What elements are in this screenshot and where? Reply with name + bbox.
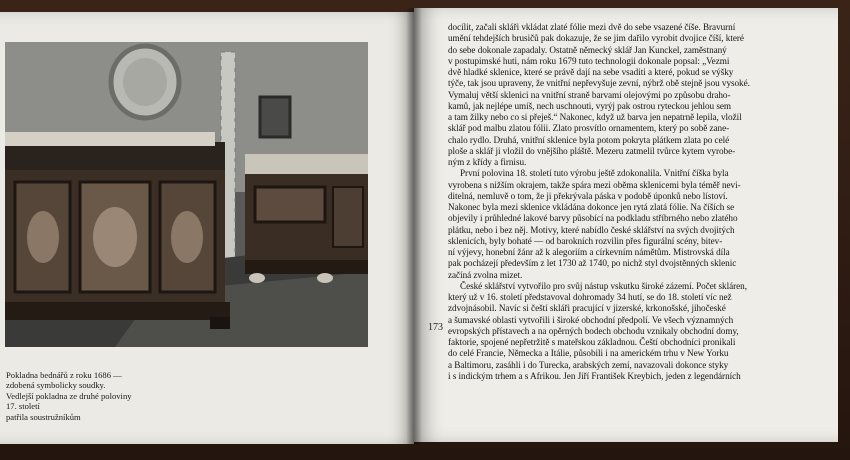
text-line: do sebe dokonale zapadaly. Ostatně německý sklář Jan Kunckel, zaměstnaný — [448, 44, 727, 55]
text-line: plátku, nebo i bez něj. Motivy, které nabídlo české sklářství na svých dvojitých — [448, 224, 735, 235]
text-line: pak pocházejí především z let 1730 až 1740, po nichž styl dvojstěnných sklenic — [448, 258, 737, 269]
body-text — [448, 22, 830, 382]
left-page — [0, 12, 414, 444]
caption-line: 17. století — [6, 401, 40, 412]
caption-line: patřila soustružníkům — [6, 411, 81, 422]
text-line: faktorie, spojené nepřetržitě s mateřskou základnou. Čeští obchodníci pronikali — [448, 337, 736, 347]
text-line: sklenicích, byly bohaté — od barokních rozvilin přes figurální scény, bitev- — [448, 235, 723, 246]
text-line: který už v 16. století představoval dohromady 34 hutí, se do 18. století víc než — [448, 292, 732, 302]
text-line: týče, tak jsou upraveny, že vnitřní nepřevyšuje zevní, nýbrž obě stejně jsou vysoké. — [448, 78, 750, 89]
text-line: do celé Francie, Německa a Itálie, působili i na americkém trhu v New Yorku — [448, 348, 729, 359]
text-line: Nakonec byla mezi sklenice vkládána dokonce jen rytá zlatá fólie. Na číších se — [448, 202, 735, 212]
text-line: v postupimské huti, nám roku 1679 tuto technologii dokonale popsal: „Vezmi — [448, 55, 730, 66]
text-line: a tam žilky nebo co si přeješ.“ Nakonec, když už barva jen nepatrně lepila, vložil — [448, 112, 742, 122]
text-line: České sklářství vytvořilo pro svůj nástup vskutku široké zázemí. Počet skláren, — [460, 280, 747, 291]
paragraph-3 — [448, 281, 830, 382]
page-number: 173 — [428, 322, 443, 333]
text-line: a šumavské oblasti vytvořili i široké obchodní předpolí. Ve všech významných — [448, 314, 734, 325]
text-line: sklář pod malbu zlatou fólii. Zlato prosvítlo ornamentem, který po sobě zane- — [448, 123, 730, 134]
text-line: vyrobena s nižším okrajem, takže spára mezi oběma sklenicemi byla téměř nevi- — [448, 179, 741, 190]
text-line: a Baltimoru, zasáhli i do Turecka, arabských zemí, navazovali dokonce styky — [448, 359, 729, 370]
text-line: zdvojnásobil. Navíc si čeští skláři pracující v jizerské, krkonošské, jihočeské — [448, 303, 726, 314]
text-line: začíná zvolna mizet. — [448, 269, 523, 280]
text-line: ploše a sklář ji vložil do vnějšího pláště. Mezeru zatmelil tvůrce kytem vyrobe- — [448, 145, 736, 156]
text-line: objevily i průhledné lakové barvy působící na podkladu stříbrného nebo zlatého — [448, 213, 738, 224]
text-line: docílit, začali skláři vkládat zlaté fólie mezi dvě do sebe vsazené číše. Bravurní — [448, 22, 736, 32]
text-line: ní výjevy, honební žánr až k alegoriím a církevním námětům. Mistrovská díla — [448, 247, 730, 257]
text-line: evropských přístavech a na opěrných bodech obchodu vznikaly obchodní domy, — [448, 325, 739, 336]
photo-caption — [6, 370, 206, 422]
text-line: chalo rydlo. Druhá, vnitřní sklenice byla potom pokryta plátkem zlata po celé — [448, 134, 730, 145]
text-line: dvě hladké sklenice, které se právě dají na sebe vsaditi a které, pokud se výšky — [448, 67, 734, 77]
text-line: První polovina 18. století tuto výrobu ještě zdokonalila. Vnitřní číška byla — [460, 168, 729, 179]
text-line: kamů, jak nejlépe umíš, nech uschnouti, vyrýj pak ostrou ryteckou jehlou sem — [448, 100, 731, 111]
caption-line: zdobená symbolicky soudky. — [6, 380, 106, 391]
paragraph-2 — [448, 168, 830, 281]
chests-photograph — [5, 42, 368, 347]
text-line: ditelná, nemluvě o tom, že ji překrývala páska v podobě úponků nebo lístoví. — [448, 190, 728, 201]
text-line: ným z křídy a firnisu. — [448, 157, 527, 167]
book-gutter — [406, 8, 422, 444]
caption-line: Vedlejší pokladna ze druhé poloviny — [6, 390, 132, 401]
text-line: i s indickým trhem a s Afrikou. Jen Jiří František Kreybich, jeden z legendárních — [448, 370, 741, 381]
caption-line: Pokladna bednářů z roku 1686 — — [6, 370, 122, 380]
text-line: umění tehdejších brusičů pak dokazuje, že se jim dařilo vyrobit dvojice číší, které — [448, 33, 744, 44]
text-line: Vymaluj větší sklenici na vnitřní straně barvami olejovými po způsobu draho- — [448, 89, 731, 100]
paragraph-1 — [448, 22, 830, 168]
